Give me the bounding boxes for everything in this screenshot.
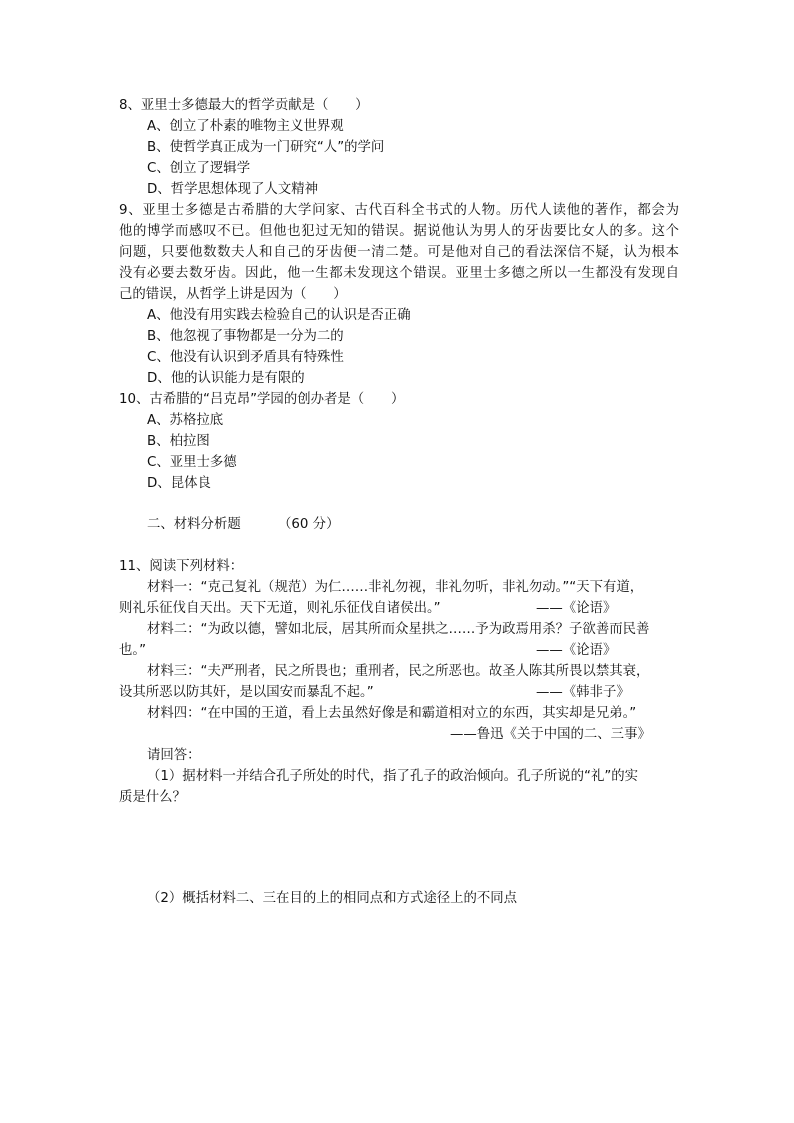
- q9-line-4: 没有必要去数牙齿。因此，他一生都未发现这个错误。亚里士多德之所以一生都没有发现自: [119, 266, 679, 281]
- q9-line-1: 9、亚里士多德是古希腊的大学问家、古代百科全书式的人物。历代人读他的著作，都会为: [119, 203, 679, 218]
- material-1-source: ——《论语》: [536, 601, 617, 616]
- section-title: 二、材料分析题: [147, 517, 241, 532]
- q8-option-d: D、哲学思想体现了人文精神: [147, 182, 318, 197]
- material-3-line-1: 材料三：“夫严刑者，民之所畏也；重刑者，民之所恶也。故圣人陈其所畏以禁其衰，: [147, 664, 650, 679]
- q9-option-b: B、他忽视了事物都是一分为二的: [147, 329, 344, 344]
- material-2-source: ——《论语》: [536, 643, 617, 658]
- q8-stem: 8、亚里士多德最大的哲学贡献是（ ）: [119, 98, 369, 113]
- material-4-source: ——鲁迅《关于中国的二、三事》: [450, 727, 651, 742]
- q10-option-b: B、柏拉图: [147, 434, 210, 449]
- material-4-line-1: 材料四：“在中国的王道，看上去虽然好像是和霸道相对立的东西，其实却是兄弟。”: [147, 706, 637, 721]
- q9-line-3: 问题，只要他数数夫人和自己的牙齿便一清二楚。可是他对自己的看法深信不疑，认为根本: [119, 245, 679, 260]
- q9-line-5: 己的错误，从哲学上讲是因为（ ）: [119, 287, 347, 302]
- q10-stem: 10、古希腊的“吕克昂”学园的创办者是（ ）: [119, 392, 405, 407]
- q8-option-a: A、创立了朴素的唯物主义世界观: [147, 119, 344, 134]
- sub-question-2: （2）概括材料二、三在目的上的相同点和方式途径上的不同点: [147, 891, 518, 906]
- material-3-line-2: 设其所恶以防其奸，是以国安而暴乱不起。”: [119, 685, 374, 700]
- q10-option-c: C、亚里士多德: [147, 455, 237, 470]
- q10-option-d: D、昆体良: [147, 476, 211, 491]
- material-1-line-1: 材料一：“克己复礼（规范）为仁……非礼勿视，非礼勿听，非礼勿动。”“天下有道，: [147, 580, 644, 595]
- q9-option-c: C、他没有认识到矛盾具有特殊性: [147, 350, 344, 365]
- sub-question-1-line-2: 质是什么？: [119, 790, 186, 805]
- q11-intro: 11、阅读下列材料：: [119, 559, 244, 574]
- answer-prompt: 请回答：: [147, 748, 201, 763]
- q8-option-c: C、创立了逻辑学: [147, 161, 251, 176]
- material-3-source: ——《韩非子》: [536, 685, 630, 700]
- section-score: （60 分）: [278, 517, 340, 532]
- q8-option-b: B、使哲学真正成为一门研究“人”的学问: [147, 140, 385, 155]
- q9-option-d: D、他的认识能力是有限的: [147, 371, 305, 386]
- q9-option-a: A、他没有用实践去检验自己的认识是否正确: [147, 308, 411, 323]
- material-2-line-1: 材料二：“为政以德，譬如北辰，居其所而众星拱之……予为政焉用杀？子欲善而民善: [147, 622, 650, 637]
- q10-option-a: A、苏格拉底: [147, 413, 224, 428]
- sub-question-1-line-1: （1）据材料一并结合孔子所处的时代，指了孔子的政治倾向。孔子所说的“礼”的实: [147, 769, 639, 784]
- material-2-line-2: 也。”: [119, 643, 147, 658]
- q9-line-2: 他的博学而感叹不已。但他也犯过无知的错误。据说他认为男人的牙齿要比女人的多。这个: [119, 224, 679, 239]
- material-1-line-2: 则礼乐征伐自天出。天下无道，则礼乐征伐自诸侯出。”: [119, 601, 441, 616]
